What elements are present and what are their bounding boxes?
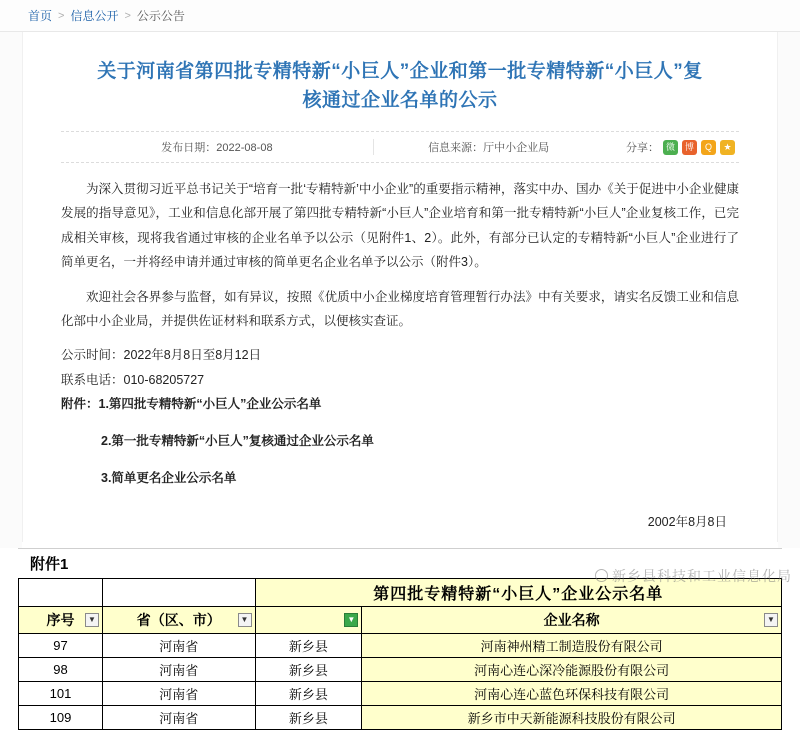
cell-city: 新乡县 [255, 658, 362, 682]
table-title-row [19, 579, 782, 607]
cell-province: 河南省 [102, 682, 255, 706]
contact-phone: 联系电话：010-68205727 [61, 372, 205, 387]
table-row[interactable] [19, 682, 782, 706]
cell-province: 河南省 [102, 658, 255, 682]
attachment-list-head: 附件：1.第四批专精特新“小巨人”企业公示名单 [61, 397, 322, 411]
share-group [603, 139, 739, 155]
watermark-text: 新乡县科技和工业信息化局 [612, 568, 792, 584]
page-side-shade-right [778, 32, 800, 600]
table-row[interactable] [19, 634, 782, 658]
favorite-share-icon[interactable]: ★ [720, 140, 735, 155]
column-header-no [19, 607, 103, 634]
breadcrumb-item-announcements: 公示公告 [136, 9, 185, 23]
column-header-city [255, 607, 362, 634]
breadcrumb-separator: > [124, 9, 131, 22]
breadcrumb-item-info-disclosure[interactable]: 信息公开 [70, 9, 119, 23]
cell-city: 新乡县 [255, 634, 362, 658]
breadcrumb [0, 0, 800, 32]
table-header-row [19, 607, 782, 634]
cell-company-name: 河南心连心蓝色环保科技有限公司 [362, 682, 782, 706]
article-paragraph: 欢迎社会各界参与监督，如有异议，按照《优质中小企业梯度培育管理暂行办法》中有关要求，请实名反馈工业和信息化部中小企业局，并提供佐证材料和联系方式，以便核实查证。 [61, 289, 739, 328]
attachment-sheet [0, 548, 800, 730]
cell-company-name: 河南神州精工制造股份有限公司 [362, 634, 782, 658]
column-header-province [102, 607, 255, 634]
page-title: 关于河南省第四批专精特新“小巨人”企业和第一批专精特新“小巨人”复核通过企业名单的公示 [97, 61, 703, 111]
article-meta-bar [61, 131, 739, 163]
column-header-no-label: 序号 [46, 612, 75, 629]
filter-active-icon[interactable]: ▼ [344, 613, 358, 627]
qzone-share-icon[interactable]: Q [701, 140, 716, 155]
info-source: 信息来源：厅中小企业局 [373, 139, 604, 155]
attachment-item[interactable]: 2.第一批专精特新“小巨人”复核通过企业公示名单 [101, 433, 374, 448]
article-paragraph: 为深入贯彻习近平总书记关于“培育一批‘专精特新’中小企业”的重要指示精神，落实中办、国办《关于促进中小企业健康发展的指导意见》，工业和信息化部开展了第四批专精特新“小巨人”企业培育和第一批专精特新“小巨人”企业复核工作，已完成相关审核，现将我省通过审核的企业名单予以公示（见附件1、2）。此外，有部分已认定的专精特新“小巨人”企业进行了简单更名，一并将经申请并通过审核的简单更名企业名单予以公示（附件3）。 [61, 182, 739, 270]
cell-no: 98 [19, 658, 103, 682]
cell-province: 河南省 [102, 706, 255, 730]
cell-city: 新乡县 [255, 682, 362, 706]
article-card [22, 32, 778, 542]
article-signature-date: 2002年8月8日 [647, 515, 727, 530]
cell-company-name: 河南心连心深冷能源股份有限公司 [362, 658, 782, 682]
cell-province: 河南省 [102, 634, 255, 658]
table-row[interactable] [19, 658, 782, 682]
publish-date: 发布日期：2022-08-08 [161, 142, 273, 154]
breadcrumb-item-home[interactable]: 首页 [28, 9, 53, 23]
attachment-item[interactable]: 3.简单更名企业公示名单 [101, 470, 237, 485]
cell-no: 109 [19, 706, 103, 730]
share-label: 分享： [626, 142, 659, 154]
weibo-share-icon[interactable]: 博 [682, 140, 697, 155]
publicity-period: 公示时间：2022年8月8日至8月12日 [61, 348, 262, 363]
filter-icon[interactable]: ▼ [764, 613, 778, 627]
table-title-spacer [19, 579, 103, 607]
cell-no: 101 [19, 682, 103, 706]
attachment-label: 附件1 [18, 548, 782, 578]
company-list-table [18, 578, 782, 730]
table-title-spacer [102, 579, 255, 607]
column-header-company [362, 607, 782, 634]
wechat-share-icon[interactable]: 微 [663, 140, 678, 155]
cell-company-name: 新乡市中天新能源科技股份有限公司 [362, 706, 782, 730]
column-header-province-label: 省（区、市） [136, 612, 221, 629]
page-side-shade-left [0, 32, 22, 600]
filter-icon[interactable]: ▼ [238, 613, 252, 627]
filter-icon[interactable]: ▼ [85, 613, 99, 627]
table-row[interactable] [19, 706, 782, 730]
column-header-company-label: 企业名称 [543, 612, 600, 629]
table-title: 第四批专精特新“小巨人”企业公示名单 [255, 579, 781, 607]
breadcrumb-separator: > [58, 9, 65, 22]
cell-no: 97 [19, 634, 103, 658]
cell-city: 新乡县 [255, 706, 362, 730]
